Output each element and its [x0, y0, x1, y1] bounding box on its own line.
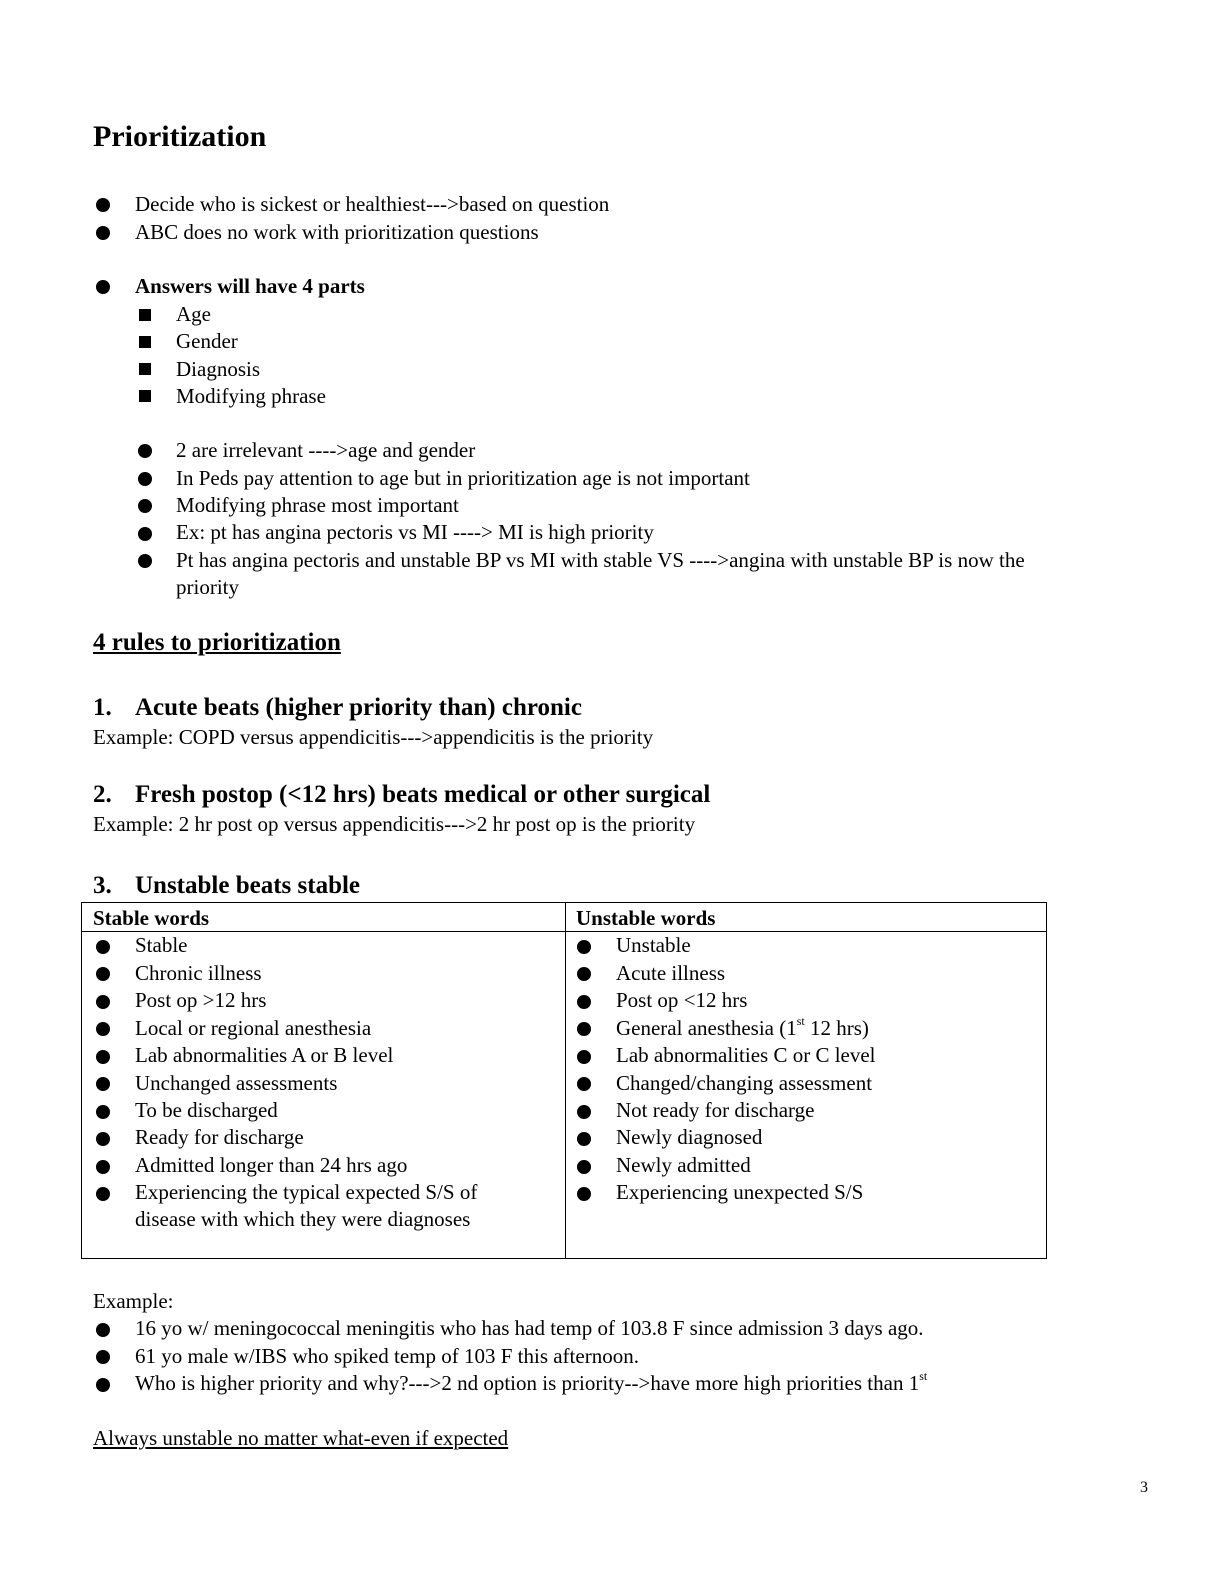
stable-item: To be discharged [135, 1098, 278, 1122]
stable-item: Ready for discharge [135, 1125, 304, 1149]
bullet-icon [96, 1350, 110, 1364]
example-bullet: 16 yo w/ meningococcal meningitis who has had temp of 103.8 F since admission 3 days ago. [135, 1316, 924, 1340]
bullet-icon [138, 554, 152, 568]
page-title: Prioritization [93, 120, 267, 153]
stable-item: Local or regional anesthesia [135, 1016, 372, 1040]
answer-part: Diagnosis [176, 357, 260, 381]
bullet-icon [577, 967, 591, 981]
bullet-icon [577, 1132, 591, 1146]
answer-part: Age [176, 302, 211, 326]
note-item: Ex: pt has angina pectoris vs MI ----> MI is high priority [176, 520, 654, 544]
bullet-icon [577, 1022, 591, 1036]
bullet-icon [138, 472, 152, 486]
note-item: In Peds pay attention to age but in prioritization age is not important [176, 466, 750, 490]
bullet-icon [96, 1378, 110, 1392]
stable-item-continued: disease with which they were diagnoses [135, 1207, 471, 1231]
intro-bullet: ABC does no work with prioritization questions [135, 220, 539, 244]
bullet-icon [138, 444, 152, 458]
superscript-st: st [796, 1014, 805, 1028]
bullet-icon [577, 1105, 591, 1119]
bullet-icon [96, 1050, 110, 1064]
note-item: 2 are irrelevant ---->age and gender [176, 438, 476, 462]
stable-item: Admitted longer than 24 hrs ago [135, 1153, 408, 1177]
answer-part: Modifying phrase [176, 384, 326, 408]
table-column-divider [565, 903, 566, 1258]
rule-title: Unstable beats stable [135, 872, 361, 899]
unstable-item-part: 12 hrs) [804, 1016, 869, 1040]
superscript-st: st [919, 1369, 928, 1383]
rule-number: 3. [93, 872, 112, 899]
bullet-icon [577, 1187, 591, 1201]
bullet-icon [577, 1077, 591, 1091]
stable-item: Lab abnormalities A or B level [135, 1043, 394, 1067]
intro-bullet: Decide who is sickest or healthiest--->based on question [135, 192, 610, 216]
closing-statement: Always unstable no matter what-even if expected [93, 1426, 509, 1450]
unstable-item: Changed/changing assessment [616, 1071, 873, 1095]
unstable-item: Newly admitted [616, 1153, 751, 1177]
unstable-item: Acute illness [616, 961, 726, 985]
bullet-icon [96, 940, 110, 954]
unstable-item: Newly diagnosed [616, 1125, 763, 1149]
unstable-item: Post op <12 hrs [616, 988, 748, 1012]
answer-part: Gender [176, 329, 238, 353]
example-bullet: 61 yo male w/IBS who spiked temp of 103 F this afternoon. [135, 1344, 639, 1368]
example-bullet [135, 1371, 927, 1396]
bullet-icon [577, 940, 591, 954]
bullet-icon [96, 280, 110, 294]
stable-item: Stable [135, 933, 188, 957]
unstable-item [616, 1016, 869, 1041]
table-header-divider [82, 931, 1046, 932]
example-label: Example: [93, 1289, 174, 1313]
bullet-icon [96, 198, 110, 212]
bullet-icon [96, 1132, 110, 1146]
stable-unstable-table [81, 902, 1047, 1259]
square-bullet-icon [139, 309, 151, 321]
unstable-item-part: General anesthesia (1 [616, 1016, 797, 1040]
bullet-icon [96, 1105, 110, 1119]
square-bullet-icon [139, 390, 151, 402]
rule-number: 2. [93, 781, 112, 808]
answers-heading: Answers will have 4 parts [135, 274, 365, 298]
stable-item: Experiencing the typical expected S/S of [135, 1180, 478, 1204]
bullet-icon [96, 1160, 110, 1174]
square-bullet-icon [139, 363, 151, 375]
unstable-item: Unstable [616, 933, 691, 957]
bullet-icon [138, 527, 152, 541]
stable-item: Unchanged assessments [135, 1071, 338, 1095]
bullet-icon [96, 1022, 110, 1036]
unstable-item: Not ready for discharge [616, 1098, 815, 1122]
note-item: Pt has angina pectoris and unstable BP vs MI with stable VS ---->angina with unstable BP is now the [176, 548, 1025, 572]
unstable-item: Lab abnormalities C or C level [616, 1043, 876, 1067]
bullet-icon [96, 1077, 110, 1091]
stable-item: Chronic illness [135, 961, 262, 985]
rule-title: Acute beats (higher priority than) chronic [135, 694, 582, 721]
rule-example: Example: COPD versus appendicitis--->appendicitis is the priority [93, 725, 654, 749]
bullet-icon [96, 967, 110, 981]
bullet-icon [96, 226, 110, 240]
bullet-icon [138, 499, 152, 513]
rule-title: Fresh postop (<12 hrs) beats medical or other surgical [135, 781, 711, 808]
rule-number: 1. [93, 694, 112, 721]
note-item-continued: priority [176, 575, 239, 599]
bullet-icon [96, 1323, 110, 1337]
rules-heading: 4 rules to prioritization [93, 629, 341, 656]
unstable-header: Unstable words [576, 906, 716, 930]
bullet-icon [96, 995, 110, 1009]
note-item: Modifying phrase most important [176, 493, 459, 517]
bullet-icon [577, 995, 591, 1009]
rule-example: Example: 2 hr post op versus appendicitis--->2 hr post op is the priority [93, 812, 696, 836]
page-number: 3 [1140, 1479, 1148, 1496]
unstable-item: Experiencing unexpected S/S [616, 1180, 864, 1204]
example-bullet-text: Who is higher priority and why?--->2 nd option is priority-->have more high priorities than 1 [135, 1371, 920, 1395]
stable-header: Stable words [93, 906, 210, 930]
stable-item: Post op >12 hrs [135, 988, 267, 1012]
bullet-icon [577, 1050, 591, 1064]
bullet-icon [96, 1187, 110, 1201]
bullet-icon [577, 1160, 591, 1174]
square-bullet-icon [139, 336, 151, 348]
